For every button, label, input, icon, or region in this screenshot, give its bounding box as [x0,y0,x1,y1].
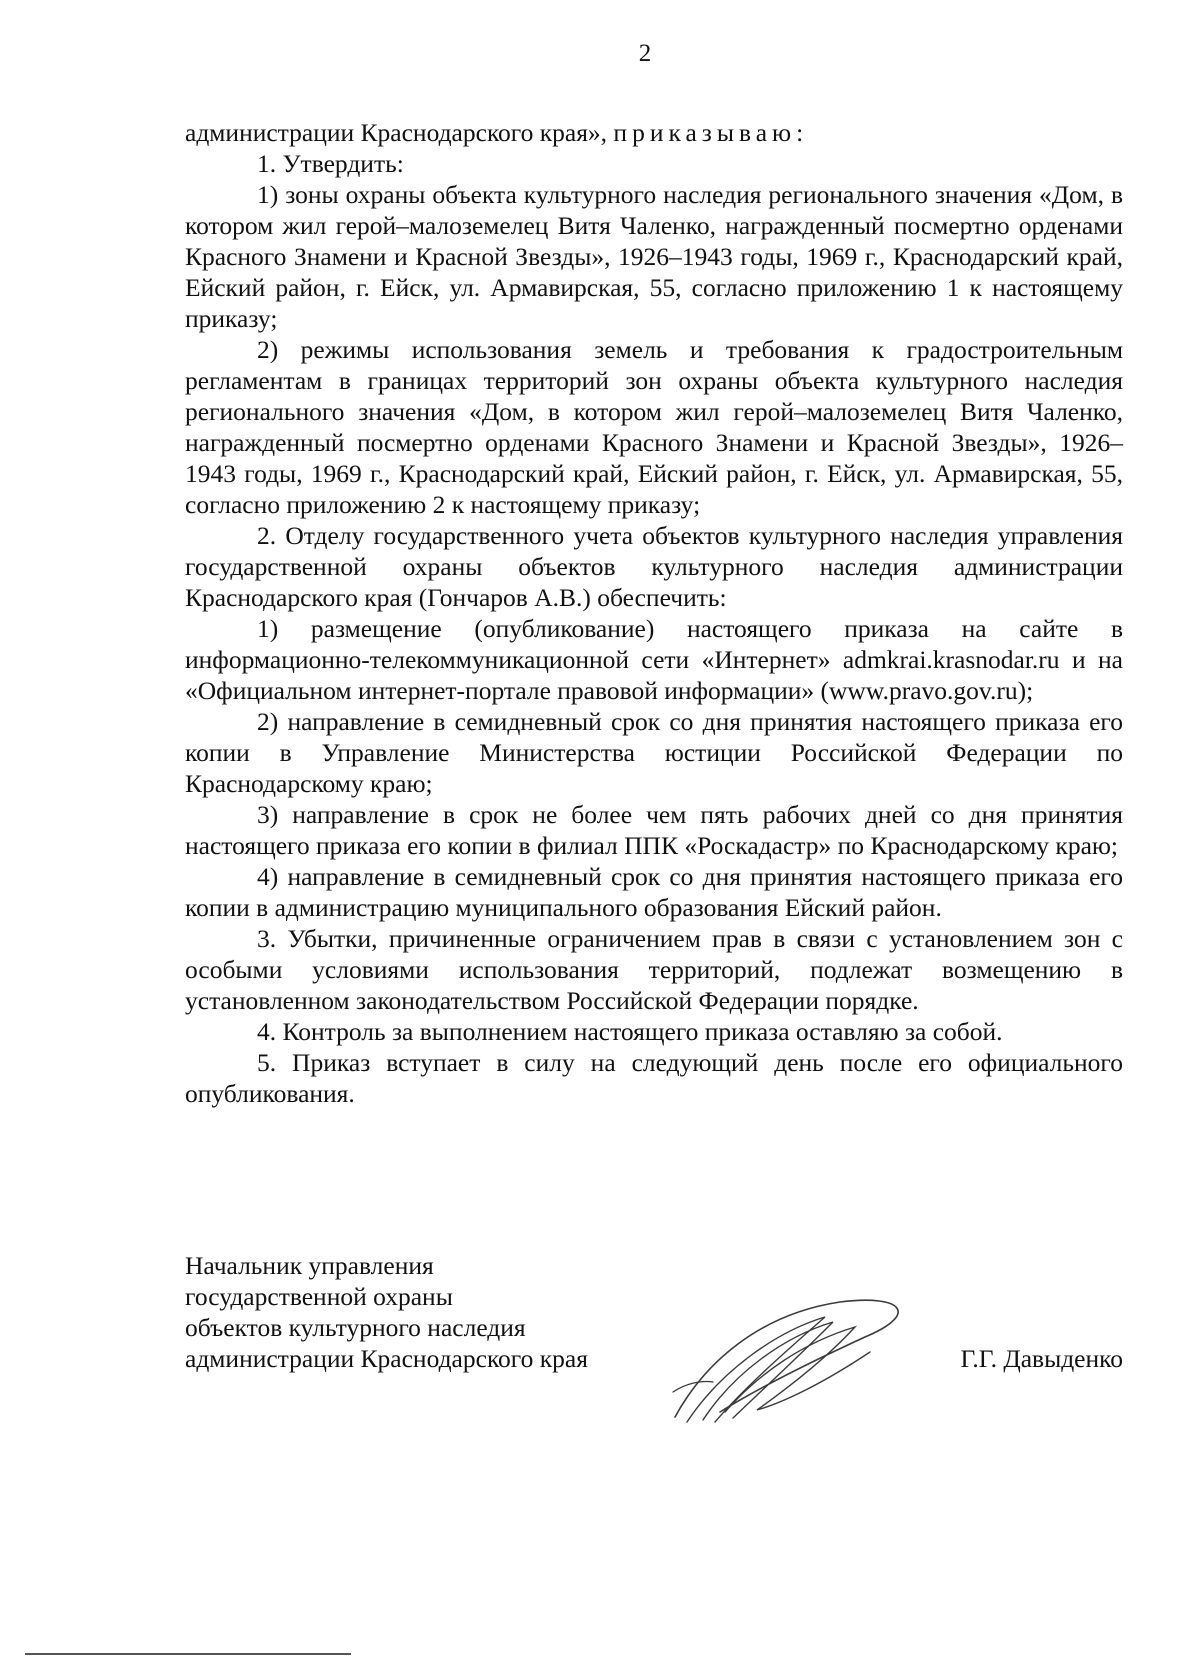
item-2-4: 4) направление в семидневный срок со дня принятия настоящего приказа его копии в администрацию муниципального образования Ейский район. [185,862,1123,922]
signer-title-line: администрации Краснодарского края [185,1344,588,1373]
signer-title [185,1250,588,1374]
intro-paragraph [185,117,1123,148]
order-word: приказываю: [613,118,809,147]
item-2: 2. Отделу государственного учета объектов культурного наследия управления государственной охраны объектов культурного наследия администрации Краснодарского края (Гончаров А.В.) обеспечить: [185,521,1123,612]
document-body [185,117,1123,1109]
handwritten-signature [665,1292,925,1432]
item-3: 3. Убытки, причиненные ограничением прав в связи с установлением зон с особыми условиями использования территорий, подлежат возмещению в установленном законодательством Российской Федерации порядке. [185,924,1123,1015]
item-2-1: 1) размещение (опубликование) настоящего приказа на сайте в информационно-телекоммуникационной сети «Интернет» admkrai.krasnodar.ru и на «Официальном интернет-портале правовой информации» (www.pravo.gov.ru); [185,614,1123,705]
item-1-2: 2) режимы использования земель и требования к градостроительным регламентам в границах территорий зон охраны объекта культурного наследия регионального значения «Дом, в котором жил герой–малоземелец Витя Чаленко, награжденный посмертно орденами Красного Знамени и Красной Звезды», 1926–1943 годы, 1969 г., Краснодарский край, Ейский район, г. Ейск, ул. Армавирская, 55, согласно приложению 2 к настоящему приказу; [185,335,1123,519]
footer-divider [25,1653,351,1655]
signer-title-line: объектов культурного наследия [185,1313,526,1342]
item-2-2: 2) направление в семидневный срок со дня принятия настоящего приказа его копии в Управление Министерства юстиции Российской Федерации по Краснодарскому краю; [185,707,1123,798]
signer-title-line: Начальник управления [185,1251,434,1280]
signer-name: Г.Г. Давыденко [960,1344,1123,1373]
item-5: 5. Приказ вступает в силу на следующий день после его официального опубликования. [185,1048,1123,1108]
item-2-3: 3) направление в срок не более чем пять рабочих дней со дня принятия настоящего приказа его копии в филиал ППК «Роскадастр» по Краснодарскому краю; [185,800,1123,860]
page-number: 2 [638,40,652,67]
item-1-1: 1) зоны охраны объекта культурного наследия регионального значения «Дом, в котором жил герой–малоземелец Витя Чаленко, награжденный посмертно орденами Красного Знамени и Красной Звезды», 1926–1943 годы, 1969 г., Краснодарский край, Ейский район, г. Ейск, ул. Армавирская, 55, согласно приложению 1 к настоящему приказу; [185,180,1123,333]
item-1-heading: 1. Утвердить: [257,149,404,178]
item-4: 4. Контроль за выполнением настоящего приказа оставляю за собой. [257,1017,1003,1046]
intro-text: администрации Краснодарского края», [185,118,608,147]
signature-block [185,1250,1123,1420]
signer-title-line: государственной охраны [185,1282,453,1311]
